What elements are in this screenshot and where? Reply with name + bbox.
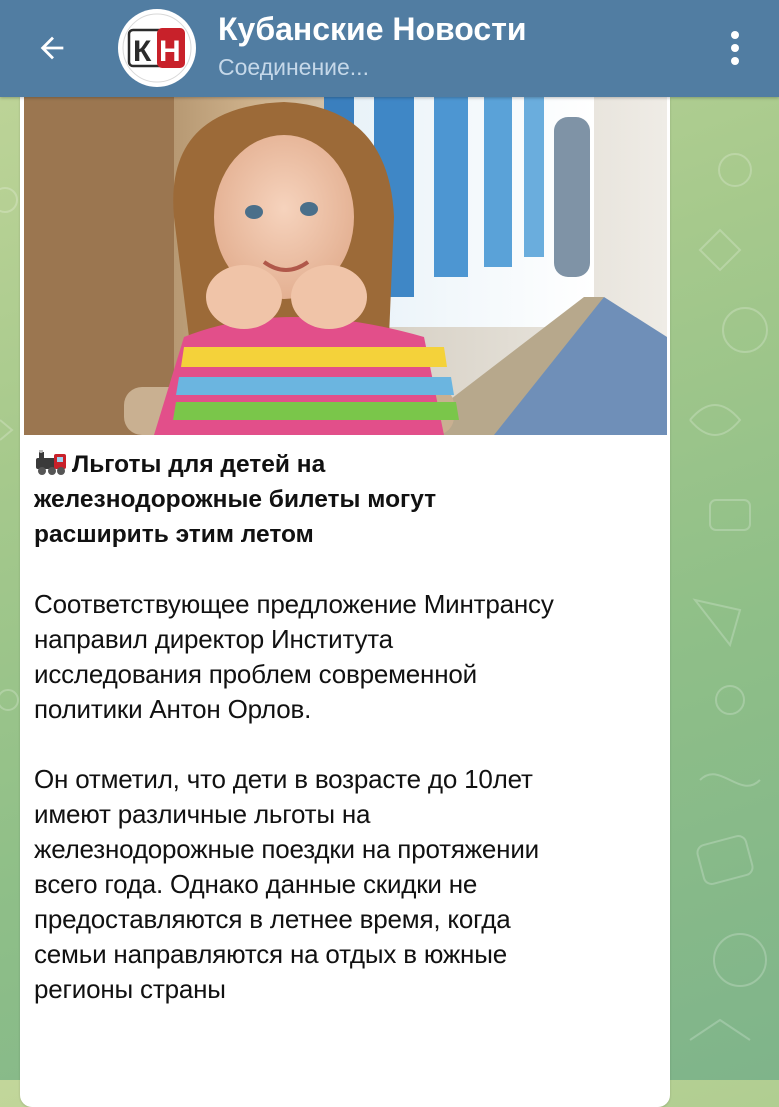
arrow-left-icon — [35, 31, 69, 65]
post-paragraph: Он отметил, что дети в возрасте до 10лет имеют различные льготы на железнодорожные поездки на протяжении всего года. Однако данные скидки не предоставляются в летнее время, когда семьи направляются на отдых в южные регионы страны — [34, 764, 539, 1004]
channel-title[interactable]: Кубанские Новости — [218, 11, 527, 47]
message-bubble — [20, 97, 670, 1107]
more-vertical-icon — [730, 30, 740, 66]
svg-text:Н: Н — [159, 35, 181, 68]
steam-locomotive-icon — [34, 450, 68, 476]
post-text — [34, 447, 554, 1042]
post-photo[interactable] — [24, 97, 667, 435]
svg-text:К: К — [133, 35, 152, 68]
back-button[interactable] — [26, 22, 78, 74]
more-menu-button[interactable] — [716, 22, 754, 74]
channel-logo — [121, 12, 193, 84]
chat-header — [0, 0, 779, 97]
post-paragraph: Соответствующее предложение Минтрансу направил директор Института исследования проблем современной политики Антон Орлов. — [34, 589, 554, 724]
post-headline — [34, 447, 554, 552]
connection-status: Соединение... — [218, 54, 369, 80]
channel-avatar[interactable] — [118, 9, 196, 87]
post-headline-text: Льготы для детей на железнодорожные билеты могут расширить этим летом — [34, 451, 437, 548]
